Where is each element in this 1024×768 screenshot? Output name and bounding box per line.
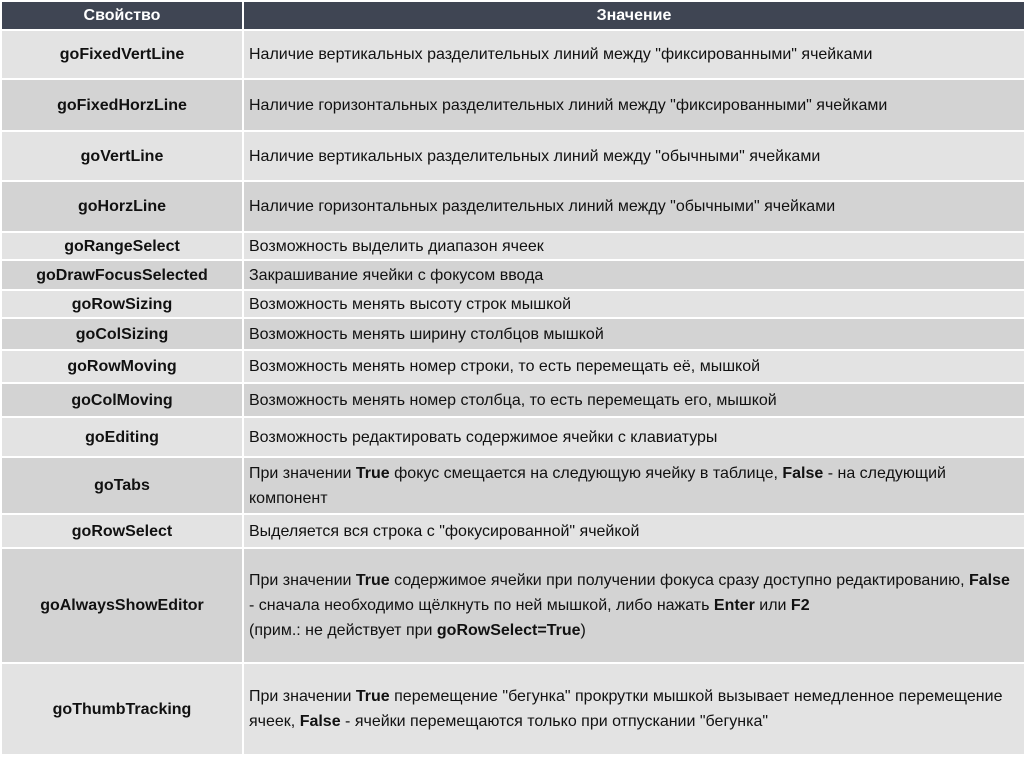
table-row	[1, 30, 1024, 79]
property-description	[243, 131, 1024, 181]
table-row	[1, 663, 1024, 755]
description-text: фокус смещается на следующую ячейку в таблице,	[389, 464, 783, 482]
description-text: При значении	[249, 464, 356, 482]
property-description	[243, 417, 1024, 457]
description-text: Закрашивание ячейки с фокусом ввода	[249, 266, 544, 284]
header-property: Свойство	[1, 1, 243, 30]
description-text: Возможность менять номер столбца, то есть перемещать его, мышкой	[249, 391, 777, 409]
property-description	[243, 514, 1024, 548]
description-keyword: True	[355, 572, 390, 589]
table-row	[1, 514, 1024, 548]
property-description	[243, 290, 1024, 318]
table-row	[1, 232, 1024, 260]
property-name: goFixedVertLine	[1, 30, 243, 79]
table-row	[1, 383, 1024, 417]
table-row	[1, 417, 1024, 457]
property-name: goThumbTracking	[1, 663, 243, 755]
property-description	[243, 457, 1024, 514]
property-name: goFixedHorzLine	[1, 79, 243, 131]
table-row	[1, 290, 1024, 318]
property-description	[243, 663, 1024, 755]
description-text: или	[754, 597, 791, 614]
description-keyword: True	[355, 464, 390, 482]
description-text: Наличие горизонтальных разделительных линий между "фиксированными" ячейками	[249, 96, 888, 114]
description-text: Возможность редактировать содержимое ячейки с клавиатуры	[249, 428, 718, 446]
property-description	[243, 79, 1024, 131]
property-description	[243, 260, 1024, 290]
table-row	[1, 181, 1024, 232]
property-name: goColMoving	[1, 383, 243, 417]
property-name: goRowSelect	[1, 514, 243, 548]
description-text: - ячейки перемещаются только при отпускании "бегунка"	[340, 713, 769, 730]
description-text: Наличие вертикальных разделительных линий между "фиксированными" ячейками	[249, 46, 873, 63]
property-name: goColSizing	[1, 318, 243, 350]
header-value: Значение	[243, 1, 1024, 30]
description-keyword: False	[782, 464, 824, 482]
table-row	[1, 79, 1024, 131]
description-text: При значении	[249, 572, 356, 589]
table-row	[1, 318, 1024, 350]
property-name: goTabs	[1, 457, 243, 514]
property-description	[243, 318, 1024, 350]
description-keyword: F2	[790, 597, 810, 614]
description-text: - сначала необходимо щёлкнуть по ней мышкой, либо нажать	[249, 597, 714, 614]
property-name: goHorzLine	[1, 181, 243, 232]
property-description	[243, 383, 1024, 417]
description-text: При значении	[249, 688, 356, 705]
table-row	[1, 131, 1024, 181]
description-keyword: goRowSelect=True	[436, 622, 581, 639]
property-name: goRowMoving	[1, 350, 243, 383]
description-text: Наличие горизонтальных разделительных линий между "обычными" ячейками	[249, 198, 836, 215]
header-row	[1, 1, 1024, 30]
property-name: goDrawFocusSelected	[1, 260, 243, 290]
description-keyword: True	[355, 688, 390, 705]
description-text: содержимое ячейки при получении фокуса сразу доступно редактированию,	[389, 572, 969, 589]
description-text: )	[580, 622, 586, 639]
property-description	[243, 232, 1024, 260]
property-description	[243, 30, 1024, 79]
description-text: Возможность менять высоту строк мышкой	[249, 295, 572, 313]
property-description	[243, 350, 1024, 383]
table-row	[1, 260, 1024, 290]
description-text: Наличие вертикальных разделительных линий между "обычными" ячейками	[249, 147, 821, 165]
description-text: Выделяется вся строка с "фокусированной" ячейкой	[249, 522, 640, 540]
description-text: Возможность менять номер строки, то есть перемещать её, мышкой	[249, 358, 761, 375]
property-description	[243, 548, 1024, 663]
property-name: goVertLine	[1, 131, 243, 181]
property-name: goRangeSelect	[1, 232, 243, 260]
table-row	[1, 548, 1024, 663]
description-text: Возможность менять ширину столбцов мышкой	[249, 325, 604, 343]
description-text: Возможность выделить диапазон ячеек	[249, 237, 544, 255]
table-row	[1, 457, 1024, 514]
property-description	[243, 181, 1024, 232]
description-keyword: Enter	[713, 597, 755, 614]
description-keyword: False	[299, 713, 341, 730]
property-name: goAlwaysShowEditor	[1, 548, 243, 663]
property-name: goEditing	[1, 417, 243, 457]
description-keyword: False	[969, 572, 1010, 589]
description-text: - на следующий компонент	[249, 464, 946, 507]
table-body	[1, 30, 1024, 755]
description-text: (прим.: не действует при	[249, 622, 437, 639]
property-name: goRowSizing	[1, 290, 243, 318]
description-text: перемещение "бегунка" прокрутки мышкой вызывает немедленное перемещение ячеек,	[249, 688, 1003, 730]
table-row	[1, 350, 1024, 383]
